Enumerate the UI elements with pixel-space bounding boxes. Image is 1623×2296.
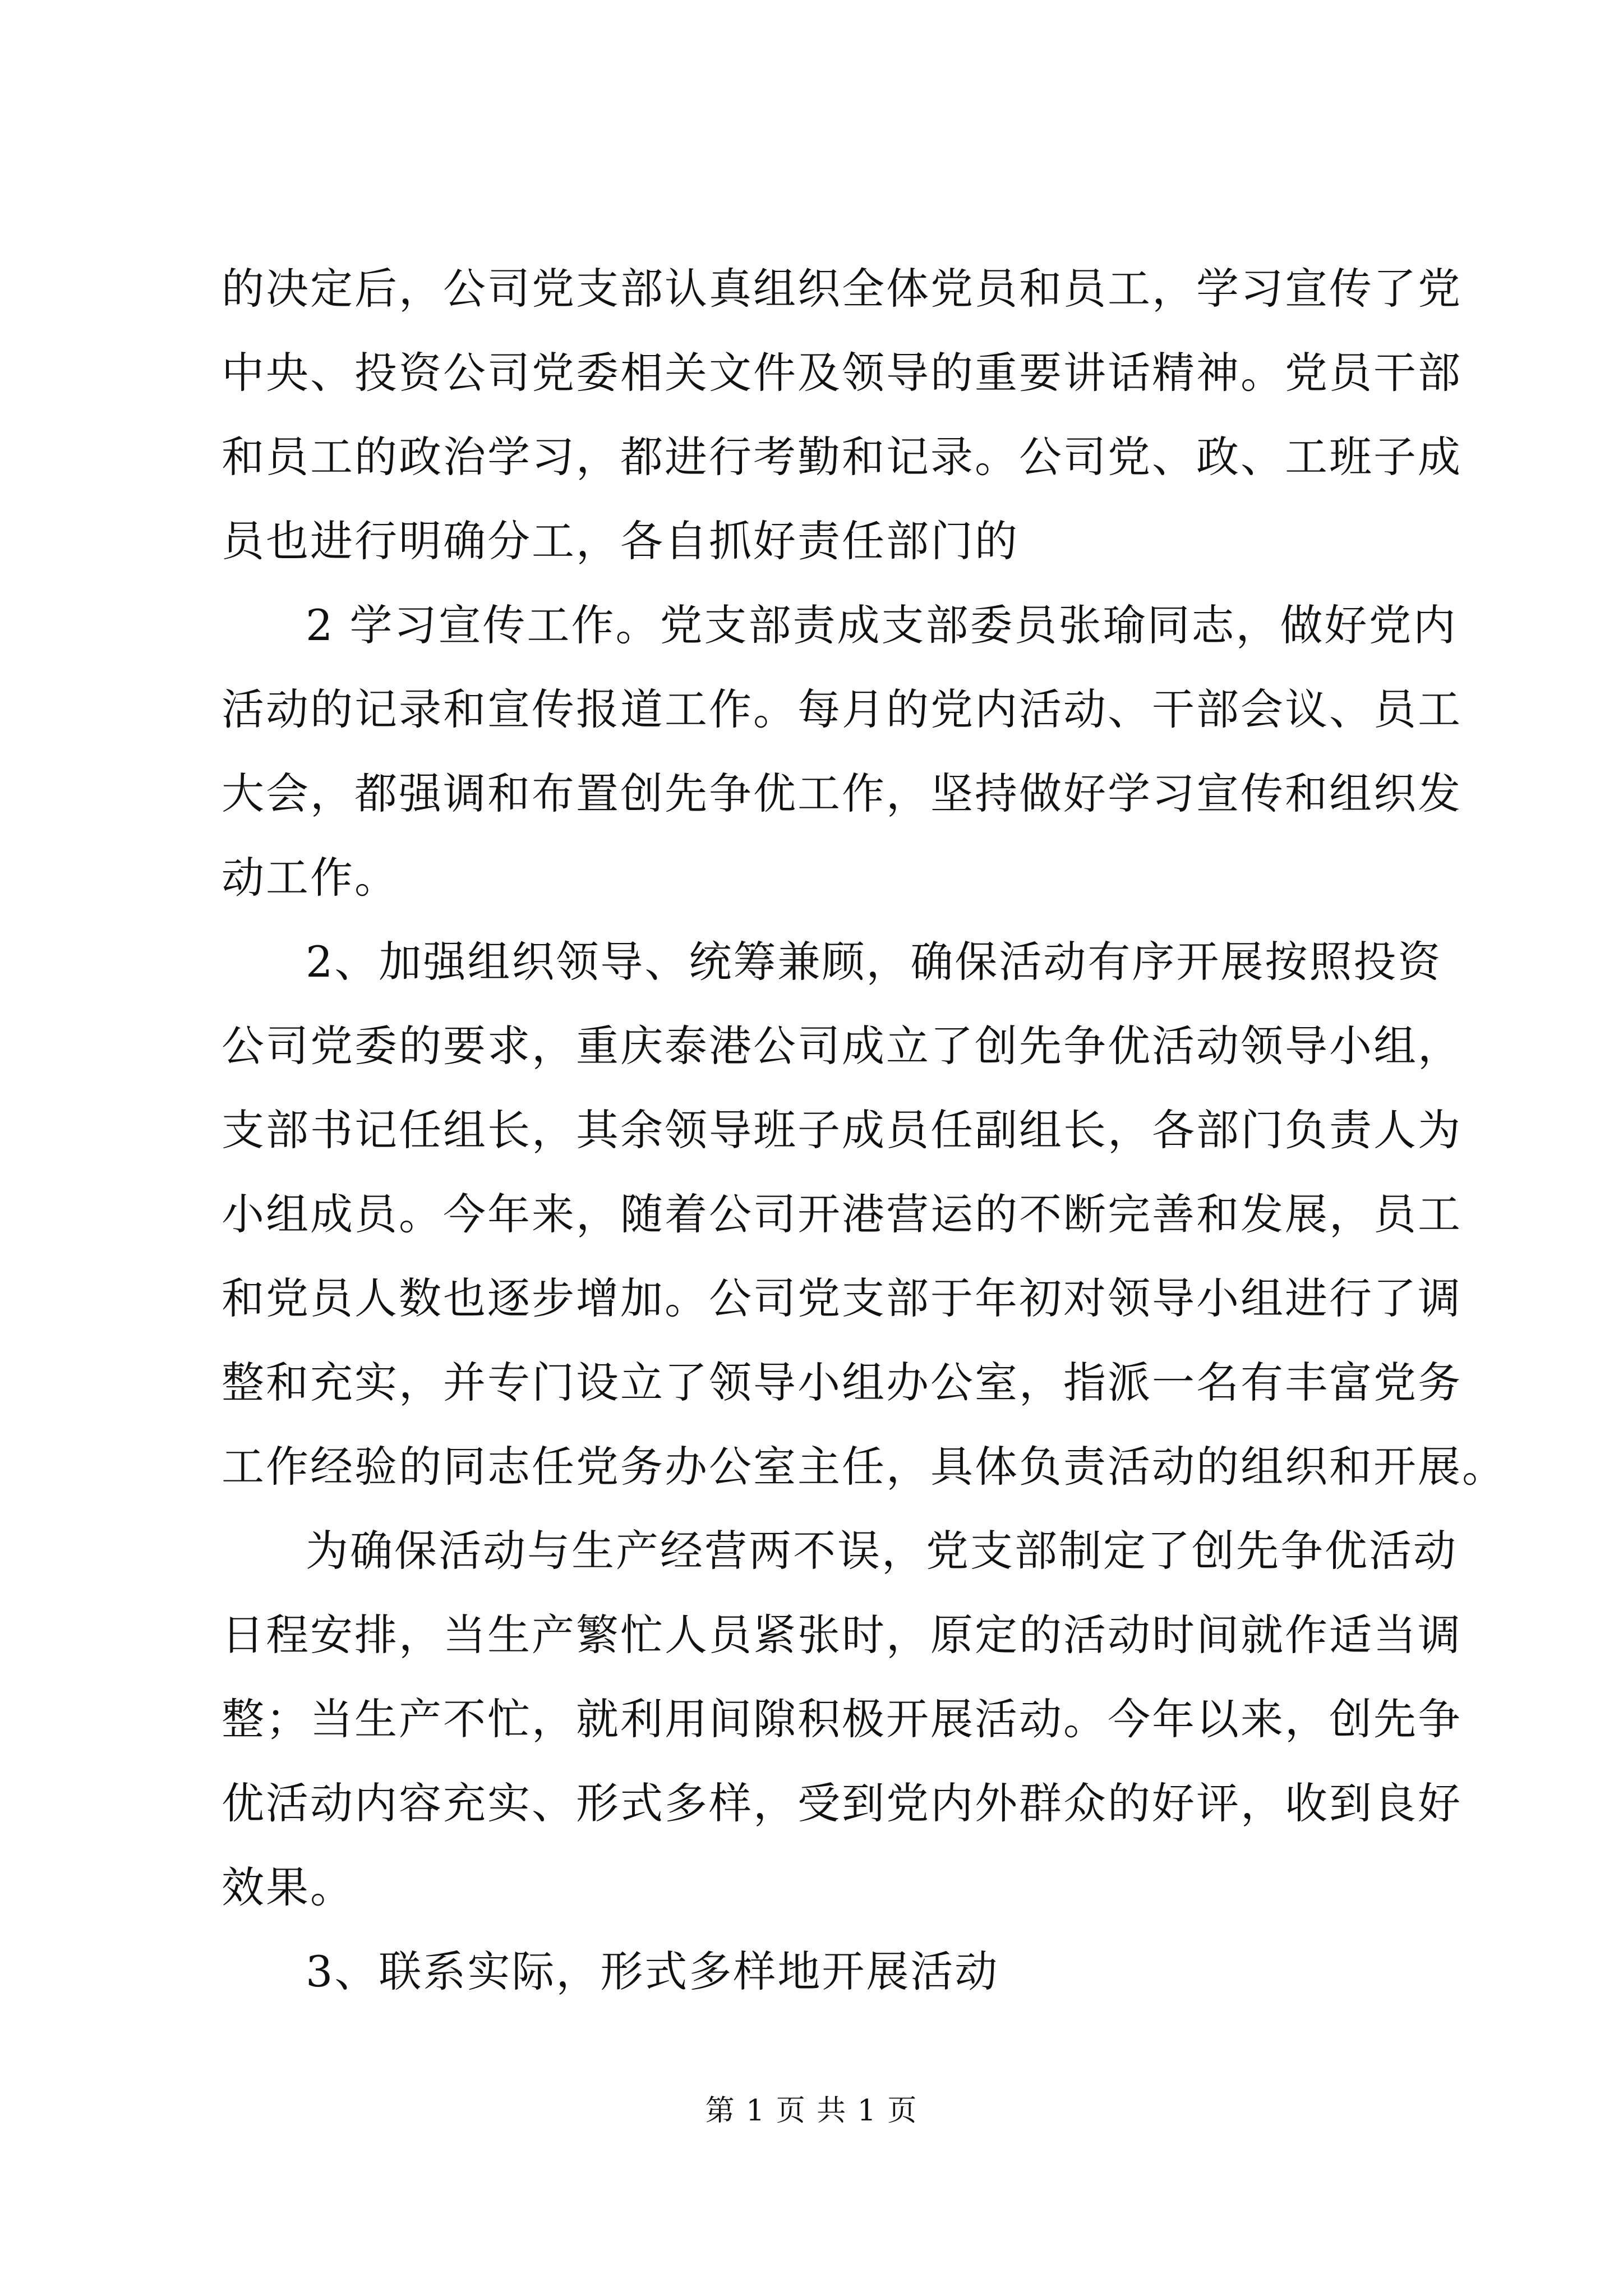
text-line: 和党员人数也逐步增加。公司党支部于年初对领导小组进行了调 <box>222 1273 1462 1323</box>
paragraph-start-line: 2、加强组织领导、统筹兼顾，确保活动有序开展按照投资 <box>306 937 1442 987</box>
paragraph-start-line: 3、联系实际，形式多样地开展活动 <box>306 1947 999 1996</box>
text-line: 中央、投资公司党委相关文件及领导的重要讲话精神。党员干部 <box>222 348 1462 398</box>
paragraph-start-line: 为确保活动与生产经营两不误，党支部制定了创先争优活动 <box>306 1526 1458 1576</box>
text-line: 优活动内容充实、形式多样，受到党内外群众的好评，收到良好 <box>222 1778 1462 1828</box>
text-line: 的决定后，公司党支部认真组织全体党员和员工，学习宣传了党 <box>222 264 1462 314</box>
paragraph-start-line: 2 学习宣传工作。党支部责成支部委员张瑜同志，做好党内 <box>306 600 1458 650</box>
text-line: 员也进行明确分工，各自抓好责任部门的 <box>222 516 1019 566</box>
page-footer: 第 1 页 共 1 页 <box>705 2094 918 2128</box>
text-line: 和员工的政治学习，都进行考勤和记录。公司党、政、工班子成 <box>222 432 1462 482</box>
text-line: 工作经验的同志任党务办公室主任，具体负责活动的组织和开展。 <box>222 1442 1506 1492</box>
text-line: 动工作。 <box>222 853 399 903</box>
text-line: 整；当生产不忙，就利用间隙积极开展活动。今年以来，创先争 <box>222 1694 1462 1744</box>
text-line: 大会，都强调和布置创先争优工作，坚持做好学习宣传和组织发 <box>222 769 1462 818</box>
text-line: 活动的记录和宣传报道工作。每月的党内活动、干部会议、员工 <box>222 684 1462 734</box>
text-line: 效果。 <box>222 1862 354 1912</box>
text-line: 公司党委的要求，重庆泰港公司成立了创先争优活动领导小组， <box>222 1021 1462 1071</box>
text-line: 整和充实，并专门设立了领导小组办公室，指派一名有丰富党务 <box>222 1358 1462 1407</box>
body-text <box>222 247 1506 2014</box>
text-line: 小组成员。今年来，随着公司开港营运的不断完善和发展，员工 <box>222 1189 1462 1239</box>
text-line: 支部书记任组长，其余领导班子成员任副组长，各部门负责人为 <box>222 1105 1462 1155</box>
text-line: 日程安排，当生产繁忙人员紧张时，原定的活动时间就作适当调 <box>222 1610 1462 1660</box>
